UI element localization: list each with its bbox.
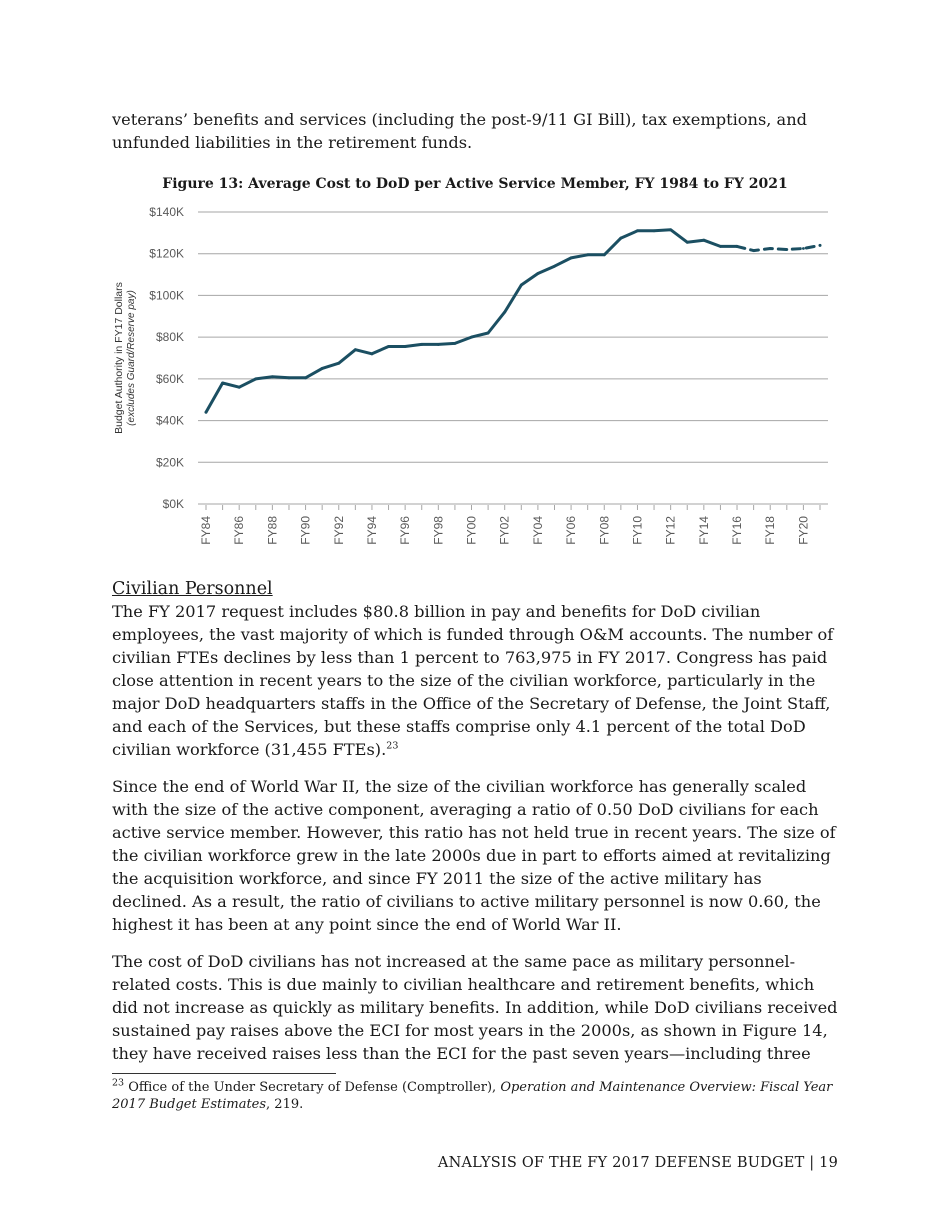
data-point <box>570 256 573 259</box>
x-tick-label: FY00 <box>464 516 479 545</box>
data-point <box>288 376 291 379</box>
data-point <box>702 239 705 242</box>
x-tick-label: FY14 <box>696 516 711 545</box>
y-tick-label: $60K <box>155 371 184 386</box>
x-tick-label: FY18 <box>763 516 778 545</box>
section-heading: Civilian Personnel <box>112 579 273 599</box>
series-line-actual <box>206 230 737 413</box>
data-point <box>337 362 340 365</box>
x-tick-label: FY10 <box>630 516 645 545</box>
data-point <box>536 272 539 275</box>
x-tick-label: FY12 <box>663 516 678 545</box>
y-tick-label: $20K <box>155 455 184 470</box>
data-point <box>238 386 241 389</box>
y-axis-sublabel: (excludes Guard/Reserve pay) <box>126 290 137 426</box>
intro-paragraph: veterans’ benefits and services (including the post-9/11 GI Bill), tax exemptions, and unfunded liabilities in the retirement funds. <box>112 110 807 152</box>
data-point <box>454 342 457 345</box>
data-point <box>271 375 274 378</box>
data-point <box>669 228 672 231</box>
x-tick-label: FY88 <box>265 516 280 545</box>
data-point <box>736 245 739 248</box>
footnote-title: Operation and Maintenance Overview: Fiscal Year 2017 Budget Estimates <box>112 1080 833 1112</box>
footnote-text-end: , 219. <box>266 1097 304 1112</box>
data-point <box>520 284 523 287</box>
data-point <box>354 348 357 351</box>
data-point <box>719 245 722 248</box>
x-tick-label: FY92 <box>331 516 346 545</box>
x-tick-label: FY20 <box>796 516 811 545</box>
y-axis-label: Budget Authority in FY17 Dollars <box>113 282 125 434</box>
footnote-number: 23 <box>112 1077 125 1089</box>
footnote-text: Office of the Under Secretary of Defense (Comptroller), <box>124 1080 501 1095</box>
data-point <box>404 345 407 348</box>
line-chart <box>112 198 838 578</box>
paragraph-2: Since the end of World War II, the size of the civilian workforce has generally scaled with the size of the active component, averaging a ratio of 0.50 DoD civilians for each active service member. However, this ratio has not held true in recent years. The size of the civilian workforce grew in the late 2000s due in part to efforts aimed at revitalizing the acquisition workforce, and since FY 2011 the size of the active military has declined. As a result, the ratio of civilians to active military personnel is now 0.60, the highest it has been at any point since the end of World War II. <box>112 777 836 934</box>
data-point <box>304 376 307 379</box>
data-point <box>420 343 423 346</box>
x-tick-label: FY16 <box>730 516 745 545</box>
chart-svg <box>112 198 838 578</box>
x-tick-label: FY02 <box>497 516 512 545</box>
x-tick-label: FY08 <box>597 516 612 545</box>
data-point <box>752 249 755 252</box>
y-tick-label: $100K <box>149 288 184 303</box>
data-point <box>769 247 772 250</box>
data-point <box>636 229 639 232</box>
data-point <box>487 332 490 335</box>
data-point <box>653 229 656 232</box>
data-point <box>321 367 324 370</box>
x-tick-label: FY94 <box>364 516 379 545</box>
x-tick-label: FY86 <box>232 516 247 545</box>
data-point <box>205 411 208 414</box>
x-tick-label: FY98 <box>431 516 446 545</box>
data-point <box>802 247 805 250</box>
data-point <box>503 311 506 314</box>
x-tick-label: FY06 <box>564 516 579 545</box>
figure-title: Figure 13: Average Cost to DoD per Active Service Member, FY 1984 to FY 2021 <box>162 176 788 192</box>
data-point <box>254 377 257 380</box>
paragraph-3: The cost of DoD civilians has not increased at the same pace as military personnel-related costs. This is due mainly to civilian healthcare and retirement benefits, which did not increase as quickly as military benefits. In addition, while DoD civilians received sustained pay raises above the ECI for most years in the 2000s, as shown in Figure 14, they have received raises less than the ECI for the past seven years—including three <box>112 952 838 1063</box>
x-tick-label: FY04 <box>530 516 545 545</box>
footnote <box>112 1079 838 1113</box>
y-tick-label: $120K <box>149 246 184 261</box>
paragraph-1-text: The FY 2017 request includes $80.8 billion in pay and benefits for DoD civilian employees, the vast majority of which is funded through O&M accounts. The number of civilian FTEs declines by less than 1 percent to 763,975 in FY 2017. Congress has paid close attention in recent years to the size of the civilian workforce, particularly in the major DoD headquarters staffs in the Office of the Secretary of Defense, the Joint Staff, and each of the Services, but these staffs comprise only 4.1 percent of the total DoD civilian workforce (31,455 FTEs). <box>112 602 834 759</box>
footnote-ref[interactable]: 23 <box>386 740 399 752</box>
data-point <box>371 352 374 355</box>
data-point <box>437 343 440 346</box>
data-point <box>387 345 390 348</box>
data-point <box>686 241 689 244</box>
data-point <box>586 253 589 256</box>
data-point <box>221 382 224 385</box>
series-line-projected <box>737 245 820 250</box>
page-content <box>112 108 838 1113</box>
y-tick-label: $0K <box>162 497 184 511</box>
x-tick-label: FY90 <box>298 516 313 545</box>
x-tick-label: FY96 <box>398 516 413 545</box>
footnote-divider <box>112 1073 336 1074</box>
data-point <box>553 265 556 268</box>
x-tick-label: FY84 <box>199 516 213 545</box>
data-point <box>603 253 606 256</box>
data-point <box>785 248 788 251</box>
y-tick-label: $80K <box>155 330 184 345</box>
page-footer: ANALYSIS OF THE FY 2017 DEFENSE BUDGET | 19 <box>437 1155 838 1171</box>
paragraph-1 <box>112 600 838 761</box>
data-point <box>819 244 822 247</box>
y-tick-label: $140K <box>149 205 184 219</box>
y-tick-label: $40K <box>155 413 184 428</box>
data-point <box>619 237 622 240</box>
data-point <box>470 336 473 339</box>
